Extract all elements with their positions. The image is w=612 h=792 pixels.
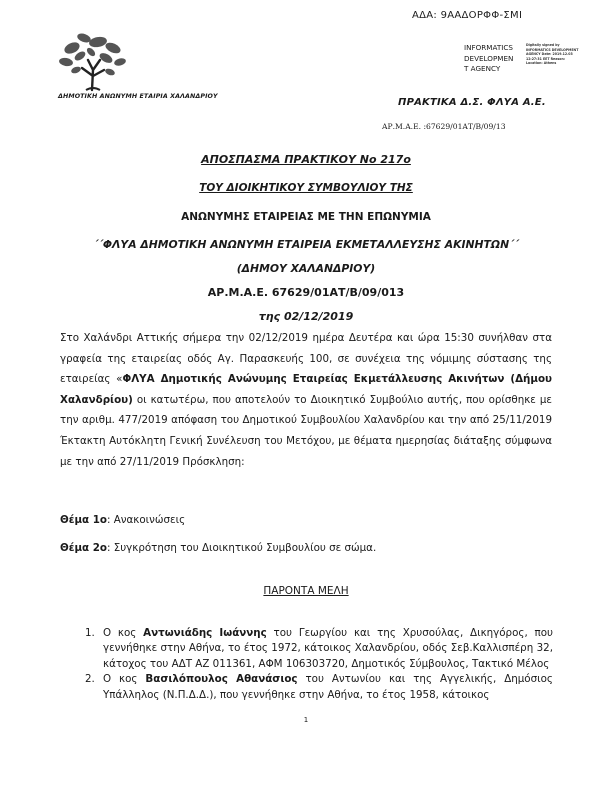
- company-intro-title: ΑΝΩΝΥΜΗΣ ΕΤΑΙΡΕΙΑΣ ΜΕ ΤΗΝ ΕΠΩΝΥΜΙΑ: [181, 211, 431, 223]
- agenda-item-1: Θέμα 1ο: Ανακοινώσεις: [60, 514, 186, 526]
- member-name: Αντωνιάδης Ιωάννης: [143, 627, 267, 639]
- registry-number-top: ΑΡ.Μ.Α.Ε. :67629/01ΑΤ/Β/09/13: [382, 122, 506, 131]
- ada-code: ΑΔΑ: 9ΑΑΔΟΡΦΦ-ΣΜΙ: [412, 10, 523, 21]
- board-title: ΤΟΥ ΔΙΟΙΚΗΤΙΚΟΥ ΣΥΜΒΟΥΛΙΟΥ ΤΗΣ: [199, 182, 413, 194]
- agenda-item-2: Θέμα 2ο: Συγκρότηση του Διοικητικού Συμβουλίου σε σώμα.: [60, 542, 377, 554]
- intro-paragraph: Στο Χαλάνδρι Αττικής σήμερα την 02/12/2019 ημέρα Δευτέρα και ώρα 15:30 συνήλθαν στα γραφεία της εταιρείας οδός Αγ. Παρασκευής 100, σε συνέχεια της νόμιμης σύστασης της εταιρείας «ΦΛΥΑ Δημοτικής Ανώνυμης Εταιρείας Εκμετάλλευσης Ακινήτων (Δήμου Χαλανδρίου) οι κατωτέρω, που αποτελούν το Διοικητικό Συμβούλιο αυτής, που ορίσθηκε με την αριθμ. 477/2019 απόφαση του Δημοτικού Συμβουλίου Χαλανδρίου και την από 25/11/2019 Έκτακτη Αυτόκλητη Γενική Συνέλευση του Μετόχου, με θέματα ημερησίας διάταξης σύμφωνα με την από 27/11/2019 Πρόσκληση:: [60, 332, 552, 468]
- organization-name: ΔΗΜΟΤΙΚΗ ΑΝΩΝΥΜΗ ΕΤΑΙΡΙΑ ΧΑΛΑΝΔΡΙΟΥ: [58, 93, 218, 100]
- registry-number: ΑΡ.Μ.Α.Ε. 67629/01ΑΤ/Β/09/013: [207, 286, 405, 299]
- extract-title: ΑΠΟΣΠΑΣΜΑ ΠΡΑΚΤΙΚΟΥ Νο 217ο: [201, 153, 411, 166]
- list-item: 2. Ο κος Βασιλόπουλος Αθανάσιος του Αντωνίου και της Αγγελικής, Δημόσιος Υπάλληλος (Ν.Π.Δ.Δ.), που γεννήθηκε στην Αθήνα, το έτος 1958, κάτοικος: [85, 673, 553, 701]
- digital-signature-block: [464, 43, 584, 79]
- members-list: [85, 626, 553, 703]
- meeting-date: της 02/12/2019: [258, 310, 354, 323]
- member-name: Βασιλόπουλος Αθανάσιος: [145, 673, 298, 686]
- tree-logo-icon: [58, 30, 128, 92]
- municipality-name: (ΔΗΜΟΥ ΧΑΛΑΝΔΡΙΟΥ): [236, 262, 376, 275]
- signer-name: INFORMATICS DEVELOPMEN T AGENCY: [464, 43, 514, 73]
- members-title: ΠΑΡΟΝΤΑ ΜΕΛΗ: [263, 585, 349, 597]
- page-number: 1: [303, 716, 309, 724]
- company-name-inline: ΦΛΥΑ Δημοτικής Ανώνυμης Εταιρείας Εκμετάλλευσης Ακινήτων (Δήμου Χαλανδρίου): [60, 373, 552, 406]
- document-series-title: ΠΡΑΚΤΙΚΑ Δ.Σ. ΦΛΥΑ Α.Ε.: [398, 97, 546, 108]
- list-item: 1. Ο κος Αντωνιάδης Ιωάννης του Γεωργίου και της Χρυσούλας, Δικηγόρος, που γεννήθηκε στην Αθήνα, το έτος 1972, κάτοικος Χαλανδρίου, οδός Σεβ.Καλλισπέρη 32, κάτοχος του ΑΔΤ ΑΖ 011361, ΑΦΜ 106303720, Δημοτικός Σύμβουλος, Τακτικό Μέλος: [85, 627, 553, 670]
- company-name: ΄΄ΦΛΥΑ ΔΗΜΟΤΙΚΗ ΑΝΩΝΥΜΗ ΕΤΑΙΡΕΙΑ ΕΚΜΕΤΑΛΛΕΥΣΗΣ ΑΚΙΝΗΤΩΝ΄΄: [93, 238, 519, 251]
- signature-details: Digitally signed by INFORMATICS DEVELOPMENT AGENCY Date: 2019.12.03 12:27:31 EET Reason: Location: Athens: [526, 43, 579, 65]
